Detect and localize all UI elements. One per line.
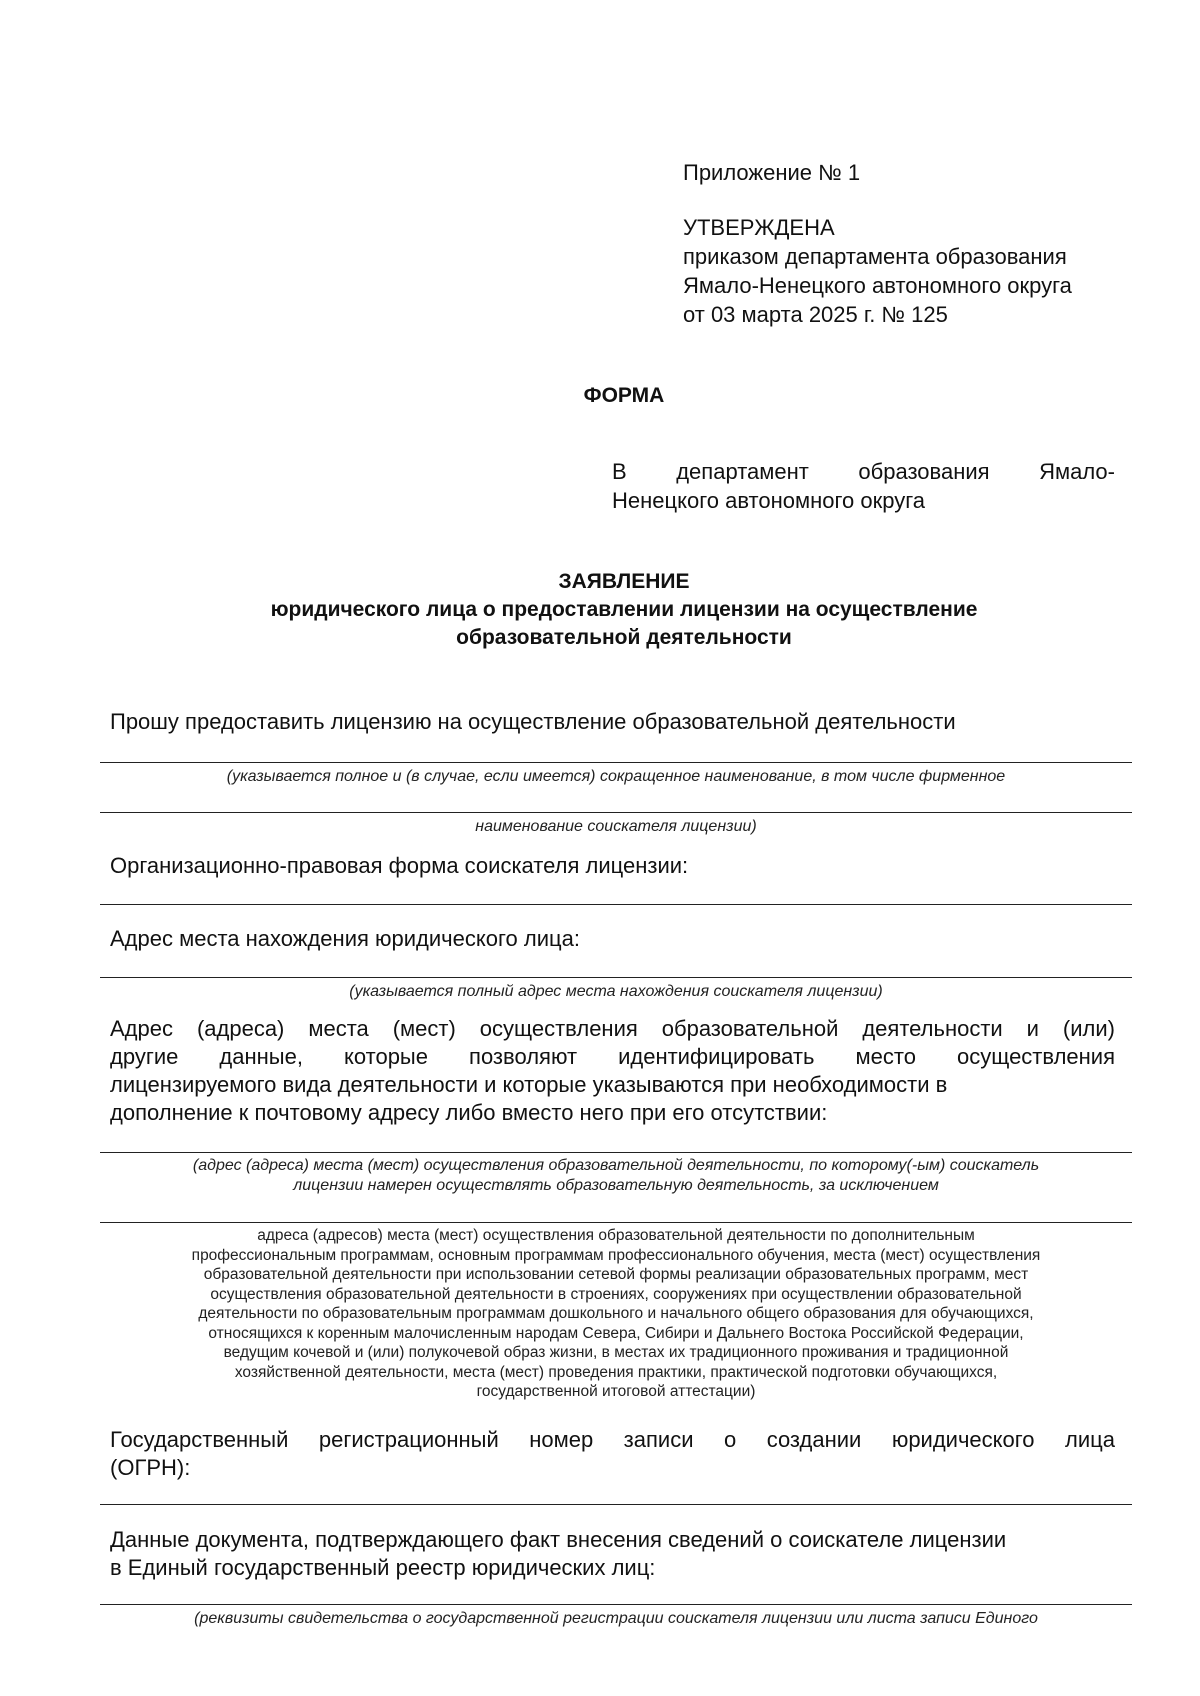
legal-address-label [110,925,1115,953]
applicant-name-field-line-2[interactable] [100,812,1132,813]
addressee-line-2: Ненецкого автономного округа [612,488,926,513]
legal-address-text: Адрес места нахождения юридического лица: [110,926,580,951]
activity-hint-line-2: профессиональным программам, основным программам профессионального обучения, места (мест) осуществления [191,1246,1041,1264]
activity-address-field-line-1[interactable] [100,1152,1132,1153]
applicant-name-hint-2: наименование соискателя лицензии) [475,818,757,835]
legal-address-hint: (указывается полный адрес места нахождения соискателя лицензии) [349,983,883,1000]
request-statement [110,708,1115,736]
document-subtitle-line-1: юридического лица о предоставлении лицензии на осуществление [270,598,978,621]
activity-hint-line-4: осуществления образовательной деятельности в строениях, сооружениях при осуществлении образовательной [210,1285,1022,1303]
activity-hint-line-6: относящихся к коренным малочисленным народам Севера, Сибири и Дальнего Востока Российской Федерации, [208,1324,1024,1342]
egrul-line-2: в Единый государственный реестр юридических лиц: [110,1555,656,1580]
ogrn-line-1: Государственный регистрационный номер записи о создании юридического лица [110,1427,1115,1452]
request-text: Прошу предоставить лицензию на осуществление образовательной деятельности [110,709,956,734]
activity-hint-italic-line-1: (адрес (адреса) места (мест) осуществления образовательной деятельности, по которому(-ым) соискатель [192,1157,1040,1174]
ogrn-label [110,1426,1115,1482]
activity-hint-line-8: хозяйственной деятельности, места (мест) проведения практики, практической подготовки обучающихся, [234,1363,998,1381]
document-subtitle-line-2: образовательной деятельности [456,626,792,649]
approval-order-line-3: от 03 марта 2025 г. № 125 [683,302,948,327]
approval-order-line-2: Ямало-Ненецкого автономного округа [683,273,1072,298]
egrul-label [110,1526,1115,1582]
activity-address-line-3: лицензируемого вида деятельности и которые указываются при необходимости в [110,1072,948,1097]
egrul-hint: (реквизиты свидетельства о государственной регистрации соискателя лицензии или листа записи Единого [194,1610,1038,1627]
activity-address-line-2: другие данные, которые позволяют идентифицировать место осуществления [110,1044,1115,1069]
addressee [612,457,1115,515]
activity-address-hint-italic [100,1156,1132,1196]
form-label: ФОРМА [583,384,665,407]
egrul-field-line[interactable] [100,1604,1132,1605]
egrul-line-1: Данные документа, подтверждающего факт внесения сведений о соискателе лицензии [110,1527,1007,1552]
org-form-text: Организационно-правовая форма соискателя лицензии: [110,853,689,878]
org-form-label [110,852,1115,880]
activity-hint-line-3: образовательной деятельности при использовании сетевой формы реализации образовательных программ, мест [203,1266,1029,1283]
approval-order-line-1: приказом департамента образования [683,244,1067,269]
activity-hint-line-9: государственной итоговой аттестации) [476,1383,756,1400]
org-form-field-line[interactable] [100,904,1132,905]
activity-hint-italic-line-2: лицензии намерен осуществлять образовательную деятельность, за исключением [293,1177,939,1194]
applicant-name-hint-1: (указывается полное и (в случае, если имеется) сокращенное наименование, в том числе фирменное [226,768,1006,785]
legal-address-field-line[interactable] [100,977,1132,978]
activity-address-line-4: дополнение к почтовому адресу либо вместо него при его отсутствии: [110,1100,828,1125]
activity-hint-line-7: ведущим кочевой и (или) полукочевой образ жизни, в местах их традиционного проживания и традиционной [223,1344,1009,1361]
activity-address-field-line-2[interactable] [100,1222,1132,1223]
activity-address-label [110,1015,1115,1127]
appendix-number: Приложение № 1 [683,160,861,185]
applicant-name-field-line-1[interactable] [100,762,1132,763]
document-title: ЗАЯВЛЕНИЕ [558,570,690,593]
approved-label: УТВЕРЖДЕНА [683,215,835,240]
activity-hint-line-5: деятельности по образовательным программам дошкольного и начального общего образования для обучающихся, [198,1305,1034,1322]
activity-address-line-1: Адрес (адреса) места (мест) осуществления образовательной деятельности и (или) [110,1016,1115,1041]
activity-address-hint-plain [100,1226,1132,1402]
ogrn-field-line[interactable] [100,1504,1132,1505]
ogrn-line-2: (ОГРН): [110,1455,191,1480]
addressee-line-1: В департамент образования Ямало- [612,459,1115,484]
activity-hint-line-1: адреса (адресов) места (мест) осуществления образовательной деятельности по дополнительным [257,1227,975,1244]
